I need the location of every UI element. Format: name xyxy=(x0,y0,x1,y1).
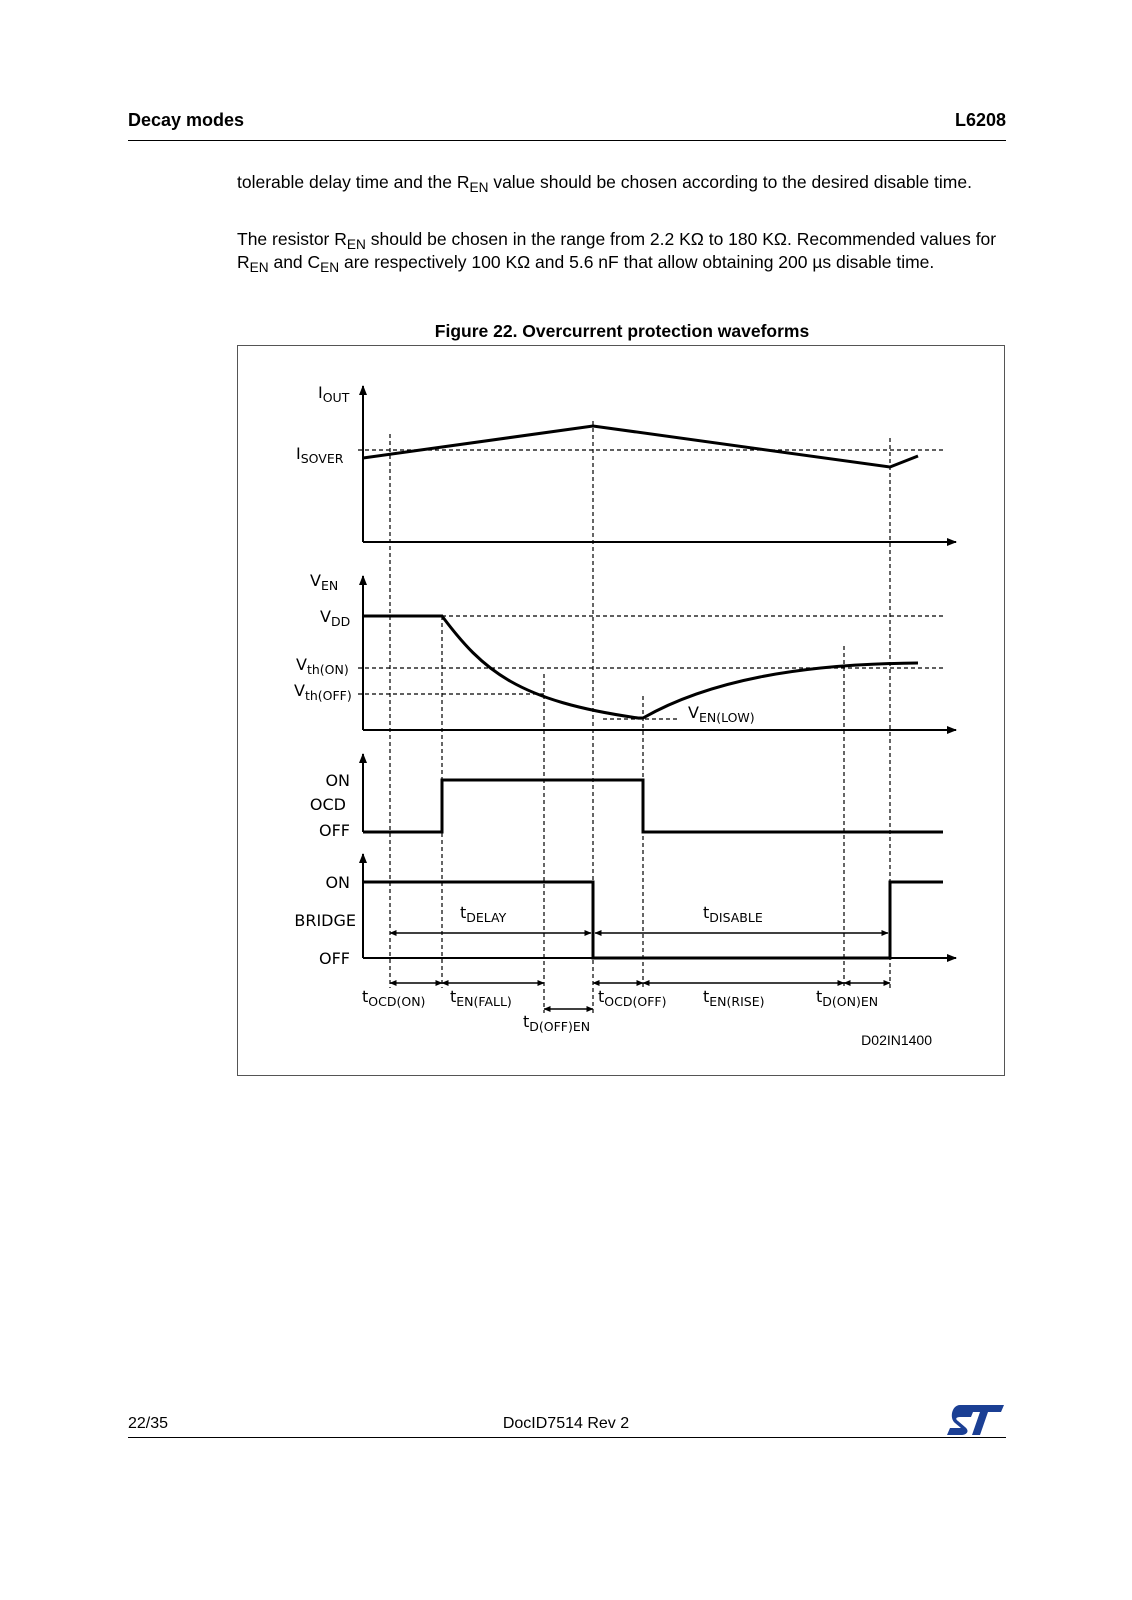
header-doc-code: L6208 xyxy=(954,110,1006,130)
label-bridge: BRIDGE xyxy=(294,911,356,930)
label-t-en-fall: $t_{EN(FALL)}$ xyxy=(450,987,512,1009)
label-vth-on: $V_{th(ON)}$ xyxy=(296,655,349,677)
paragraph-1: tolerable delay time and the $R_{EN}$ value should be chosen according to the desired disable time. xyxy=(237,172,972,195)
reference-levels xyxy=(358,450,943,719)
st-logo-icon xyxy=(946,1403,1006,1437)
iout-waveform xyxy=(363,426,918,467)
label-ven-low: $V_{EN(LOW)}$ xyxy=(688,703,755,725)
label-isover: $I_{SOVER}$ xyxy=(296,444,344,466)
footer-rule xyxy=(128,1437,1006,1438)
figure-frame xyxy=(237,345,1005,1076)
paragraph-2: The resistor $R_{EN}$ should be chosen in the range from 2.2 KΩ to 180 KΩ. Recommended values for $R_{EN}$ and $C_{EN}$ are respectively 100 KΩ and 5.6 nF that allow obtaining 200 µs disable time. xyxy=(237,229,997,275)
label-vth-off: $V_{th(OFF)}$ xyxy=(294,681,352,703)
label-t-ocd-on: $t_{OCD(ON)}$ xyxy=(362,987,426,1009)
label-ocd-off: OFF xyxy=(319,821,350,840)
waveform-diagram xyxy=(238,346,1006,1077)
label-t-disable: $t_{DISABLE}$ xyxy=(703,903,763,925)
figure-title: Figure 22. Overcurrent protection waveforms xyxy=(434,321,810,341)
label-t-delay: $t_{DELAY}$ xyxy=(460,903,507,925)
header-section-title: Decay modes xyxy=(128,110,245,130)
figure-code: D02IN1400 xyxy=(861,1032,932,1048)
footer-page-number: 22/35 xyxy=(128,1415,169,1432)
ocd-waveform xyxy=(363,780,943,832)
label-t-ocd-off: $t_{OCD(OFF)}$ xyxy=(598,987,667,1009)
label-ocd: OCD xyxy=(309,795,346,814)
header-rule xyxy=(128,140,1006,141)
label-t-d-on-en: $t_{D(ON)EN}$ xyxy=(816,987,879,1009)
ven-waveform xyxy=(363,616,918,718)
label-t-en-rise: $t_{EN(RISE)}$ xyxy=(703,987,765,1009)
label-vdd: $V_{DD}$ xyxy=(320,607,351,629)
label-bridge-on: ON xyxy=(325,873,350,892)
bridge-waveform xyxy=(363,882,943,958)
footer-doc-id: DocID7514 Rev 2 xyxy=(502,1415,630,1432)
label-t-d-off-en: $t_{D(OFF)EN}$ xyxy=(523,1012,591,1034)
label-bridge-off: OFF xyxy=(319,949,350,968)
label-ven: $V_{EN}$ xyxy=(310,571,339,593)
label-iout: $I_{OUT}$ xyxy=(318,383,350,405)
label-ocd-on: ON xyxy=(325,771,350,790)
